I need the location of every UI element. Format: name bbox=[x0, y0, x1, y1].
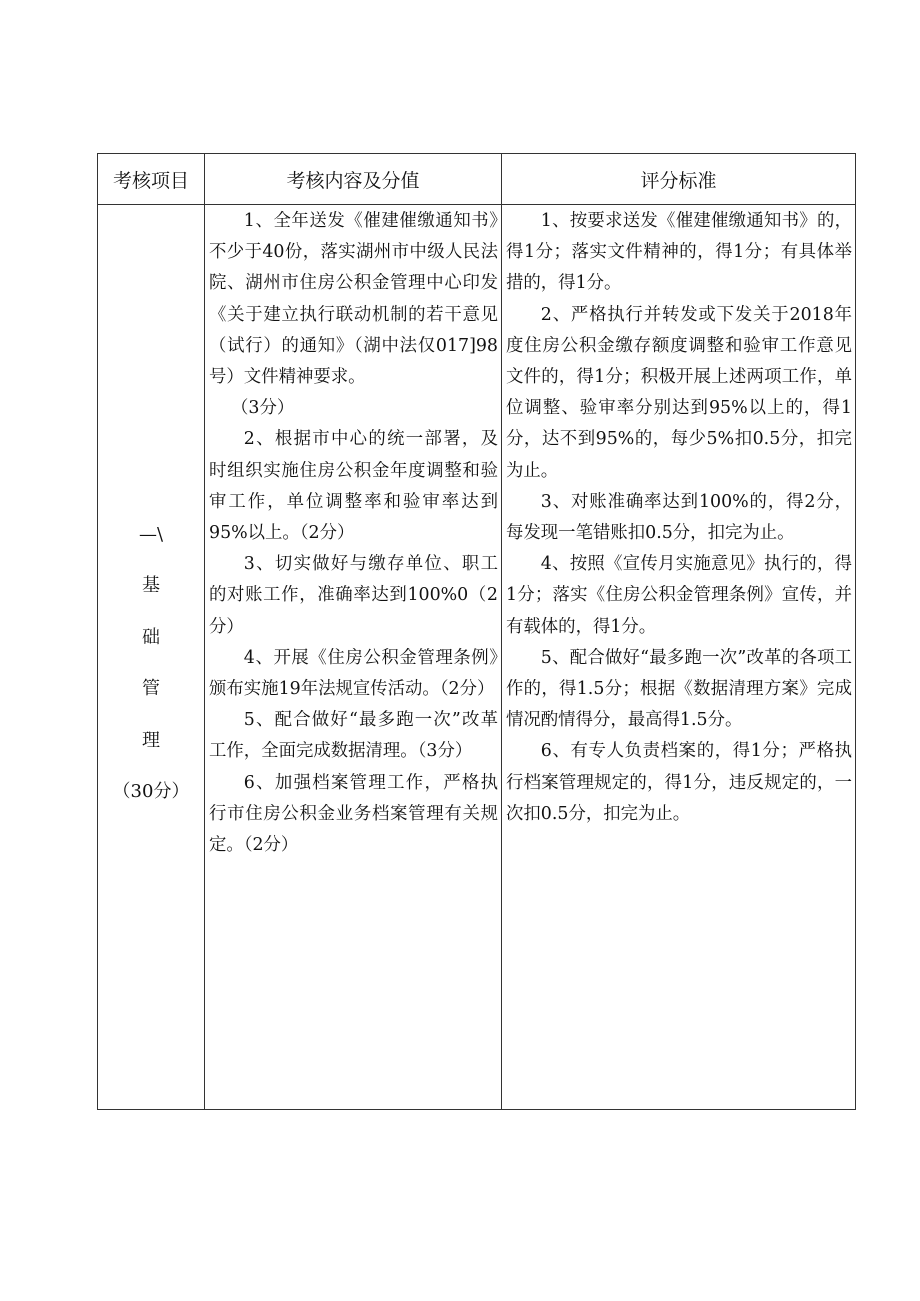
content-item: 4、开展《住房公积金管理条例》颁布实施19年法规宣传活动。（2分） bbox=[209, 647, 498, 700]
category-score: （30分） bbox=[112, 781, 190, 802]
content-item: 6、加强档案管理工作，严格执行市住房公积金业务档案管理有关规定。（2分） bbox=[209, 772, 498, 856]
category-char: 管 bbox=[142, 678, 160, 699]
criteria-item: 6、有专人负责档案的，得1分；严格执行档案管理规定的，得1分，违反规定的，一次扣0.5分，扣完为止。 bbox=[506, 741, 852, 824]
content-item-score: （3分） bbox=[231, 398, 295, 419]
criteria-item: 1、按要求送发《催建催缴通知书》的，得1分；落实文件精神的，得1分；有具体举措的，得1分。 bbox=[506, 211, 852, 294]
criteria-item: 4、按照《宣传月实施意见》执行的，得1分；落实《住房公积金管理条例》宣传，并有载体的，得1分。 bbox=[506, 554, 852, 637]
content-cell bbox=[205, 205, 502, 1110]
header-row bbox=[98, 154, 856, 205]
header-content: 考核内容及分值 bbox=[205, 154, 502, 205]
category-char: 础 bbox=[142, 626, 160, 648]
criteria-cell bbox=[502, 205, 856, 1110]
criteria-item: 3、对账准确率达到100%的，得2分，每发现一笔错账扣0.5分，扣完为止。 bbox=[506, 491, 852, 544]
content-item: 3、切实做好与缴存单位、职工的对账工作，准确率达到100%0（2分） bbox=[209, 554, 498, 637]
assessment-table bbox=[97, 153, 856, 1110]
category-char: 理 bbox=[142, 729, 160, 751]
table-row bbox=[98, 205, 856, 1110]
category-number: —\ bbox=[138, 523, 164, 545]
criteria-item: 5、配合做好“最多跑一次”改革的各项工作的，得1.5分；根据《数据清理方案》完成情况酌情得分，最高得1.5分。 bbox=[506, 647, 852, 731]
header-item: 考核项目 bbox=[98, 154, 205, 205]
category-char: 基 bbox=[142, 575, 160, 596]
content-item: 2、根据市中心的统一部署，及时组织实施住房公积金年度调整和验审工作，单位调整率和验审率达到95%以上。（2分） bbox=[209, 429, 498, 544]
content-item: 1、全年送发《催建催缴通知书》不少于40份，落实湖州市中级人民法院、湖州市住房公积金管理中心印发《关于建立执行联动机制的若干意见（试行）的通知》（湖中法仅017]98号）文件精神要求。 bbox=[209, 211, 498, 388]
header-criteria: 评分标准 bbox=[502, 154, 856, 205]
category-cell bbox=[98, 205, 205, 1110]
content-item: 5、配合做好“最多跑一次”改革工作，全面完成数据清理。（3分） bbox=[209, 710, 498, 762]
criteria-item: 2、严格执行并转发或下发关于2018年度住房公积金缴存额度调整和验审工作意见文件的，得1分；积极开展上述两项工作，单位调整、验审率分别达到95%以上的，得1分，达不到95%的，每少5%扣0.5分，扣完为止。 bbox=[506, 304, 852, 481]
